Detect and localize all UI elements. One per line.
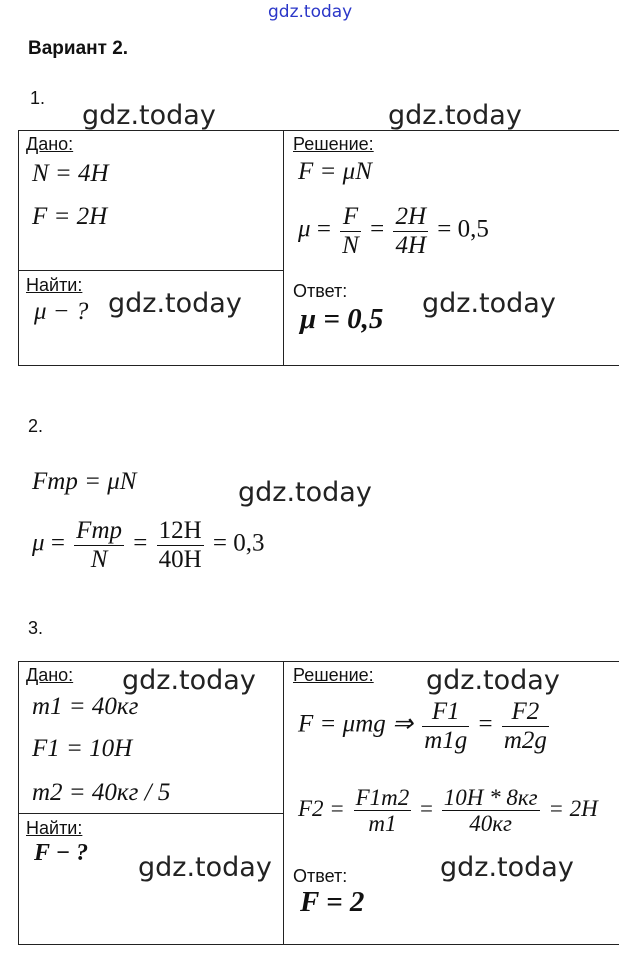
watermark: gdz.today — [440, 852, 574, 883]
watermark: gdz.today — [422, 288, 556, 319]
answer-value: F = 2 — [300, 886, 365, 918]
solution-formula: F = μmg ⇒ $\frac{F1}{m1g}$ = $\frac{F2}{m2g}$ — [298, 698, 547, 754]
table-divider — [18, 813, 284, 814]
solution-label: Решение: — [293, 665, 374, 685]
given-line: F1 = 10H — [32, 735, 133, 762]
problem-2-line: Fтр = μN — [32, 468, 137, 495]
fraction: $\frac{F2}{m2g}$ — [503, 698, 547, 754]
find-value: μ − ? — [34, 298, 89, 325]
fraction: $\frac{2H}{4H}$ — [395, 203, 427, 259]
variant-title: Вариант 2. — [28, 38, 129, 59]
watermark: gdz.today — [426, 665, 560, 696]
fraction: $\frac{F1m2}{m1}$ — [355, 785, 410, 837]
solution-line: F = μN — [298, 158, 372, 185]
solution-formula: F2 = $\frac{F1m2}{m1}$ = $\frac{10H * 8кг}{40кг}$ = 2H — [298, 785, 598, 837]
answer-value: μ = 0,5 — [300, 303, 384, 335]
solution-label: Решение: — [293, 134, 374, 154]
fraction: $\frac{10H * 8кг}{40кг}$ — [443, 785, 538, 837]
solution-formula: μ = $\frac{F}{N}$ = $\frac{2H}{4H}$ = 0,5 — [298, 203, 489, 259]
given-line: F = 2H — [32, 203, 108, 230]
given-line: m2 = 40кг / 5 — [32, 779, 171, 806]
fraction: $\frac{F1}{m1g}$ — [424, 698, 468, 754]
given-line: N = 4H — [32, 160, 109, 187]
watermark: gdz.today — [138, 852, 272, 883]
watermark: gdz.today — [388, 100, 522, 131]
table-divider — [283, 661, 284, 944]
given-line: m1 = 40кг — [32, 693, 139, 720]
find-value: F − ? — [34, 840, 89, 866]
watermark: gdz.today — [238, 477, 372, 508]
problem-3-number: 3. — [28, 618, 44, 638]
problem-1-number: 1. — [30, 88, 46, 108]
table-divider — [18, 270, 284, 271]
problem-2-number: 2. — [28, 416, 44, 436]
given-label: Дано: — [26, 665, 74, 685]
answer-label: Ответ: — [293, 866, 348, 886]
answer-label: Ответ: — [293, 281, 348, 301]
find-label: Найти: — [26, 275, 83, 295]
find-label: Найти: — [26, 818, 83, 838]
problem-2-formula: μ = $\frac{\text{Fтр}}{N}$ = $\frac{12H}{40H}$ = 0,3 — [32, 517, 265, 573]
watermark: gdz.today — [108, 288, 242, 319]
table-divider — [283, 130, 284, 365]
fraction: $\frac{F}{N}$ — [342, 203, 359, 259]
given-label: Дано: — [26, 134, 74, 154]
watermark: gdz.today — [122, 665, 256, 696]
top-watermark: gdz.today — [268, 2, 353, 22]
fraction: $\frac{12H}{40H}$ — [158, 517, 202, 573]
watermark: gdz.today — [82, 100, 216, 131]
fraction: $\frac{\text{Fтр}}{N}$ — [76, 517, 122, 573]
